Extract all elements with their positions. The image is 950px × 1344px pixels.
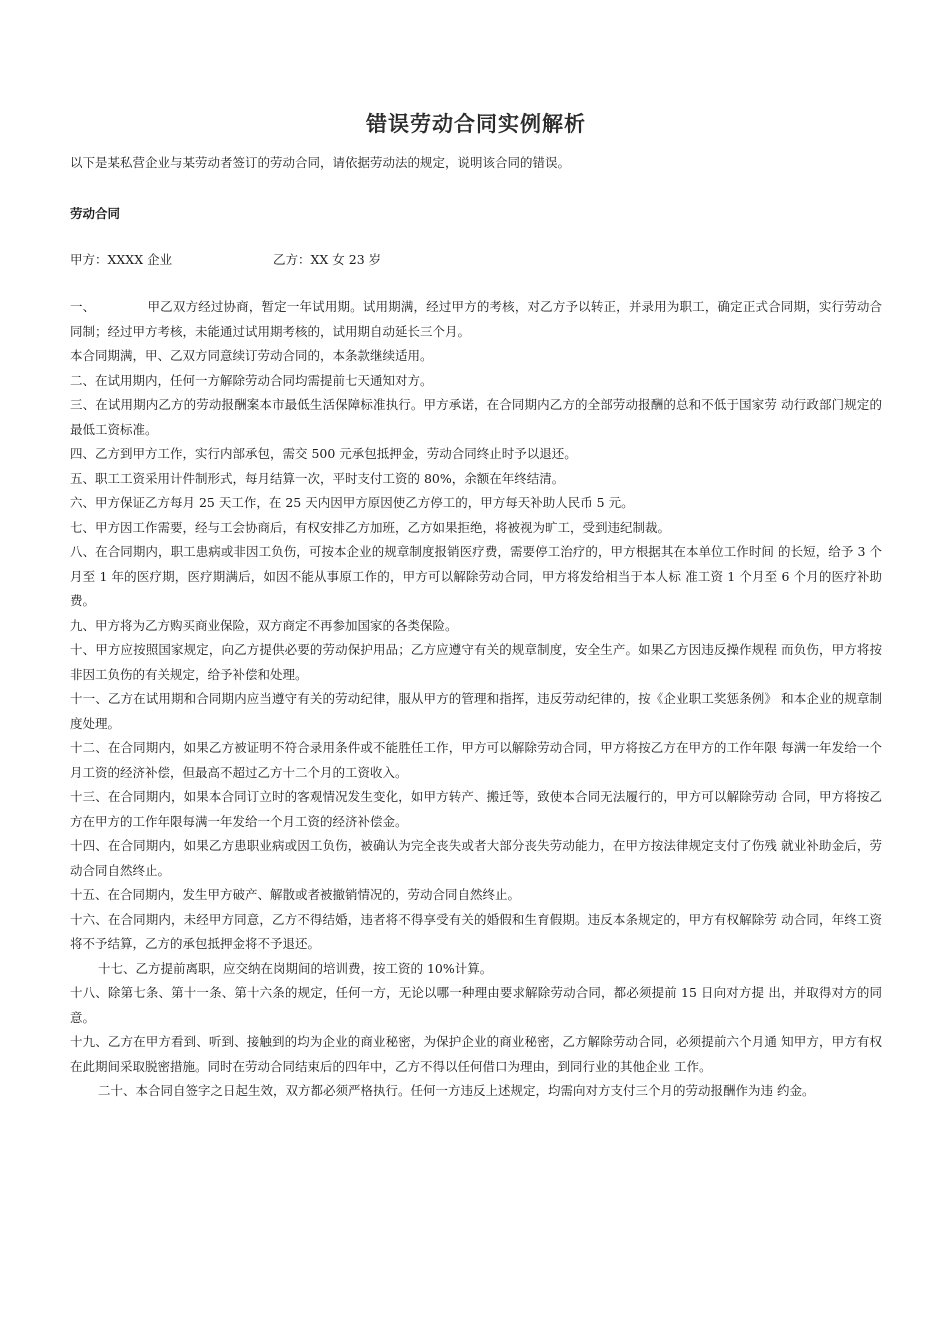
intro-text: 以下是某私营企业与某劳动者签订的劳动合同，请依据劳动法的规定，说明该合同的错误。: [70, 155, 571, 170]
party-b: 乙方：XX 女 23 岁: [273, 252, 382, 267]
clause-item: 五、职工工资采用计件制形式，每月结算一次，平时支付工资的 80%，余额在年终结清。: [70, 470, 565, 486]
clause-item: 十四、在合同期内，如果乙方患职业病或因工负伤，被确认为完全丧失或者大部分丧失劳动能力，在甲方按法律规定支付了伤残 就业补助金后，劳动合同自然终止。: [70, 838, 882, 878]
clause-item: 十九、乙方在甲方看到、听到、接触到的均为企业的商业秘密，为保护企业的商业秘密，乙方解除劳动合同，必须提前六个月通 知甲方，甲方有权在此期间采取脱密措施。同时在劳动合同结束后的四年中，乙方不得以任何借口为理由，到同行业的其他企业 工作。: [70, 1034, 882, 1074]
clause-item: 本合同期满，甲、乙双方同意续订劳动合同的，本条款继续适用。: [70, 348, 433, 363]
parties-line: [70, 250, 382, 268]
clause-item: 十六、在合同期内，未经甲方同意，乙方不得结婚，违者将不得享受有关的婚假和生育假期。违反本条规定的，甲方有权解除劳 动合同，年终工资将不予结算，乙方的承包抵押金将不予退还。: [70, 911, 882, 951]
clause-item: 三、在试用期内乙方的劳动报酬案本市最低生活保障标准执行。甲方承诺，在合同期内乙方的全部劳动报酬的总和不低于国家劳 动行政部门规定的最低工资标准。: [70, 397, 882, 437]
contract-clauses: [70, 295, 882, 1104]
clause-item: 十二、在合同期内，如果乙方被证明不符合录用条件或不能胜任工作，甲方可以解除劳动合同，甲方将按乙方在甲方的工作年限 每满一年发给一个月工资的经济补偿，但最高不超过乙方十二个月的工资收入。: [70, 740, 882, 780]
clause-item: 九、甲方将为乙方购买商业保险，双方商定不再参加国家的各类保险。: [70, 617, 458, 633]
clause-item: 四、乙方到甲方工作，实行内部承包，需交 500 元承包抵押金，劳动合同终止时予以退还。: [70, 446, 577, 461]
clause-item: 十、甲方应按照国家规定，向乙方提供必要的劳动保护用品；乙方应遵守有关的规章制度，安全生产。如果乙方因违反操作规程 而负伤，甲方将按非因工负伤的有关规定，给予补偿和处理。: [70, 642, 882, 682]
clause-item: 二、在试用期内，任何一方解除劳动合同均需提前七天通知对方。: [70, 372, 433, 388]
clause-item: 十三、在合同期内，如果本合同订立时的客观情况发生变化，如甲方转产、搬迁等，致使本合同无法履行的，甲方可以解除劳动 合同，甲方将按乙方在甲方的工作年限每满一年发给一个月工资的经济补偿金。: [70, 789, 882, 829]
contract-heading: 劳动合同: [70, 206, 121, 221]
clause-17: 十七、乙方提前离职，应交纳在岗期间的培训费，按工资的 10%计算。: [98, 960, 493, 976]
clause-item: 六、甲方保证乙方每月 25 天工作，在 25 天内因甲方原因使乙方停工的，甲方每天补助人民币 5 元。: [70, 495, 634, 510]
clause-1-text: 甲乙双方经过协商，暂定一年试用期。试用期满，经过甲方的考核，对乙方予以转正，并录用为职工，确定正式合同期，实行劳动合同制；经过甲方考核，未能通过试用期考核的，试用期自动延长三个月。: [70, 299, 882, 339]
clause-item: 七、甲方因工作需要，经与工会协商后，有权安排乙方加班，乙方如果拒绝，将被视为旷工，受到违纪制裁。: [70, 519, 671, 535]
party-a: 甲方：XXXX 企业: [70, 252, 173, 267]
clause-1: [70, 295, 882, 344]
clause-20: 二十、本合同自签字之日起生效，双方都必须严格执行。任何一方违反上述规定，均需向对方支付三个月的劳动报酬作为违 约金。: [98, 1083, 815, 1098]
document-title: 错误劳动合同实例解析: [366, 112, 586, 136]
clause-item: 八、在合同期内，职工患病或非因工负伤，可按本企业的规章制度报销医疗费，需要停工治疗的，甲方根据其在本单位工作时间 的长短，给予 3 个月至 1 年的医疗期，医疗期满后，如因不能从事原工作的，甲方可以解除劳动合同，甲方将发给相当于本人标 准工资 1 个月至 6 个月的医疗补助费。: [70, 544, 882, 608]
clause-item: 十一、乙方在试用期和合同期内应当遵守有关的劳动纪律，服从甲方的管理和指挥，违反劳动纪律的，按《企业职工奖惩条例》 和本企业的规章制度处理。: [70, 691, 882, 731]
clause-item: 十五、在合同期内，发生甲方破产、解散或者被撤销情况的，劳动合同自然终止。: [70, 887, 521, 902]
clause-item: 十八、除第七条、第十一条、第十六条的规定，任何一方，无论以哪一种理由要求解除劳动合同，都必须提前 15 日向对方提 出，并取得对方的同意。: [70, 985, 882, 1025]
clause-1-number: 一、: [70, 299, 96, 314]
